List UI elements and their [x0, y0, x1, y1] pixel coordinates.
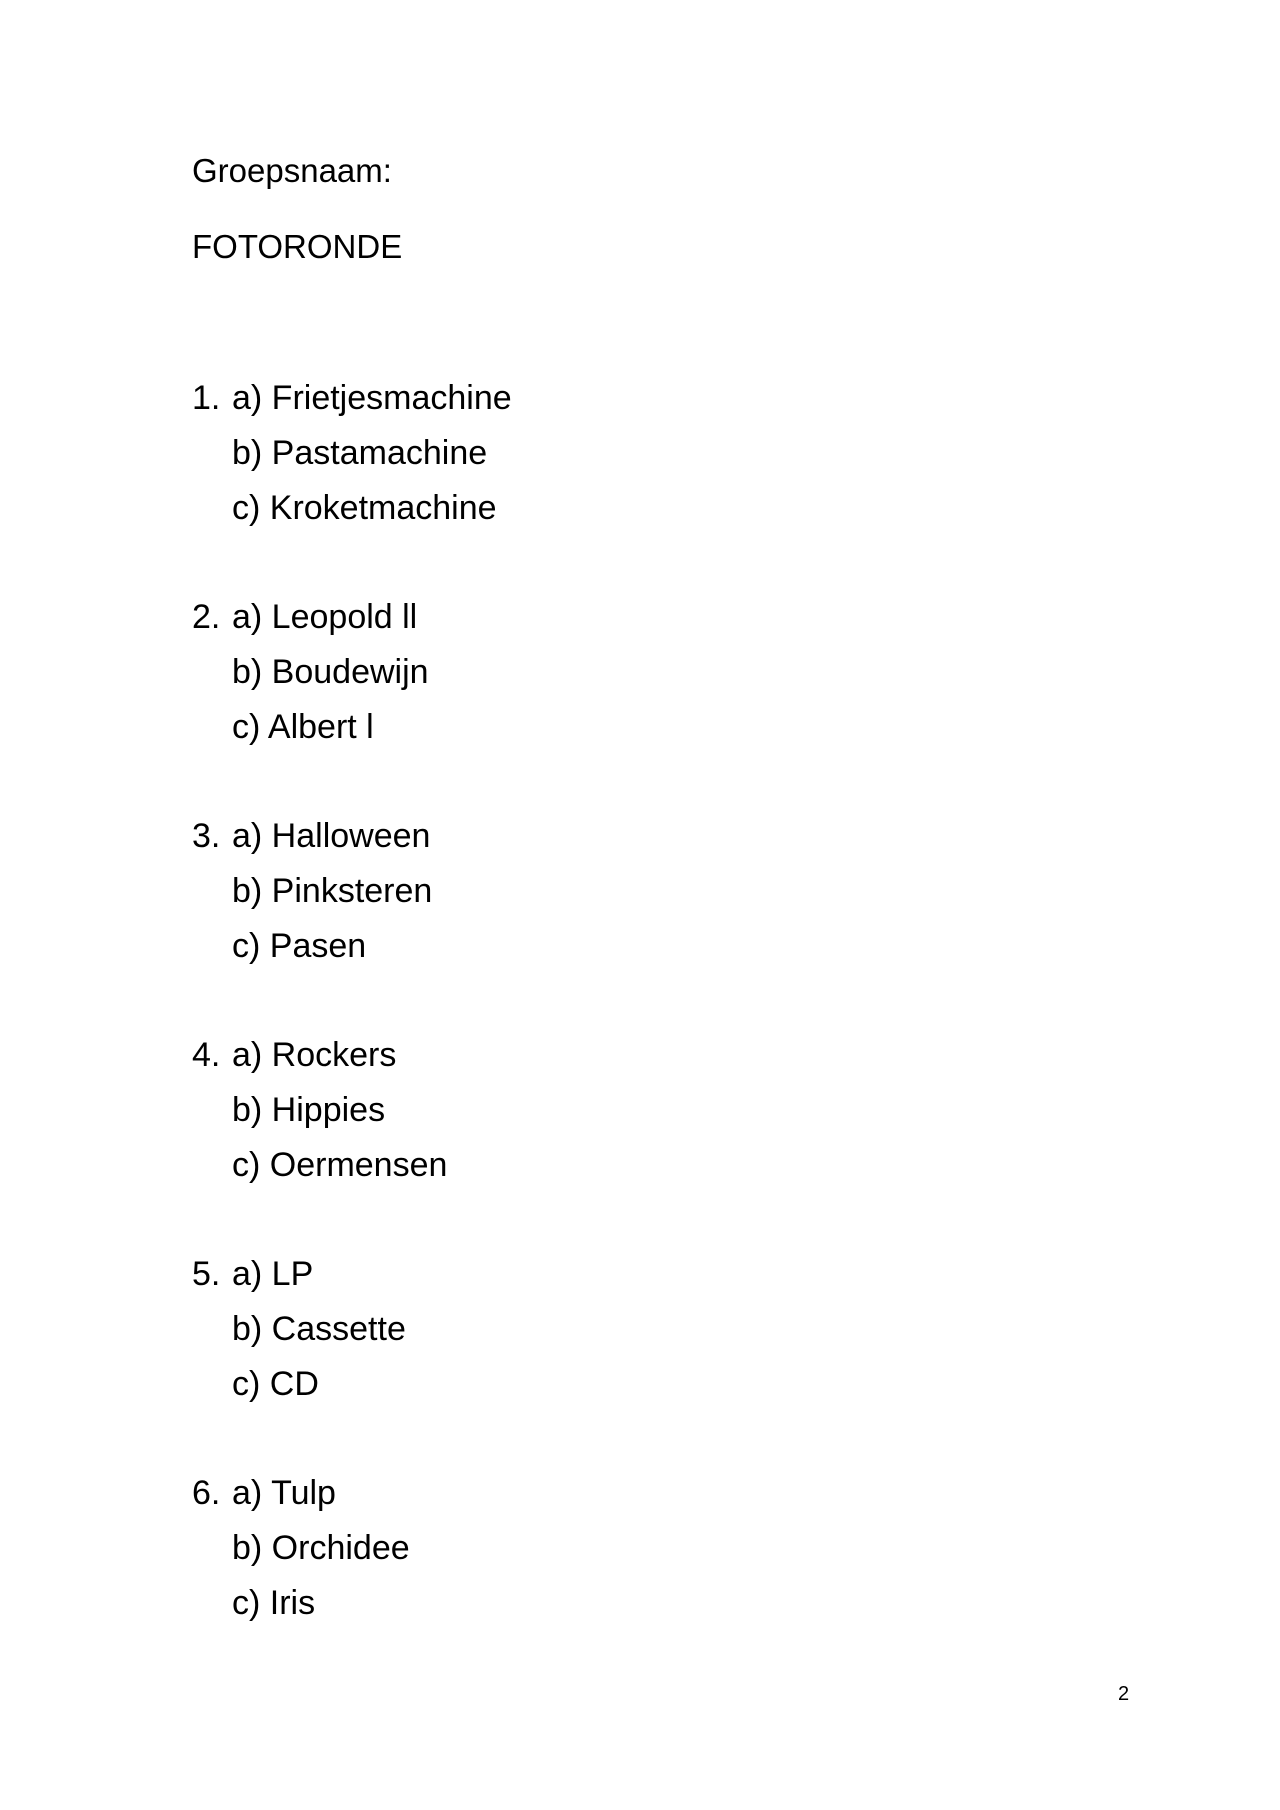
option-a: a) LP — [232, 1255, 314, 1293]
question-number: 6. — [192, 1474, 221, 1512]
question-number: 4. — [192, 1036, 221, 1074]
option-b: b) Boudewijn — [232, 653, 429, 691]
question-number: 5. — [192, 1255, 221, 1293]
question-number: 2. — [192, 598, 221, 636]
option-a: a) Halloween — [232, 817, 431, 855]
option-b: b) Hippies — [232, 1091, 386, 1129]
question-number: 3. — [192, 817, 221, 855]
question-6 — [192, 1473, 892, 1633]
round-title: FOTORONDE — [192, 228, 403, 265]
group-name-label: Groepsnaam: — [192, 152, 392, 189]
question-5 — [192, 1254, 892, 1414]
page-number: 2 — [1118, 1683, 1130, 1705]
option-c: c) Iris — [232, 1584, 316, 1622]
option-c: c) Kroketmachine — [232, 489, 497, 527]
option-a: a) Tulp — [232, 1474, 336, 1512]
question-4 — [192, 1035, 892, 1195]
option-a: a) Frietjesmachine — [232, 379, 512, 417]
option-c: c) Oermensen — [232, 1146, 448, 1184]
option-c: c) CD — [232, 1365, 319, 1403]
option-b: b) Cassette — [232, 1310, 406, 1348]
option-b: b) Orchidee — [232, 1529, 410, 1567]
option-a: a) Leopold ll — [232, 598, 418, 636]
question-3 — [192, 816, 892, 976]
option-c: c) Pasen — [232, 927, 367, 965]
question-2 — [192, 597, 892, 757]
option-b: b) Pastamachine — [232, 434, 488, 472]
option-c: c) Albert l — [232, 708, 374, 746]
option-a: a) Rockers — [232, 1036, 397, 1074]
option-b: b) Pinksteren — [232, 872, 433, 910]
question-number: 1. — [192, 379, 221, 417]
question-1 — [192, 378, 892, 538]
